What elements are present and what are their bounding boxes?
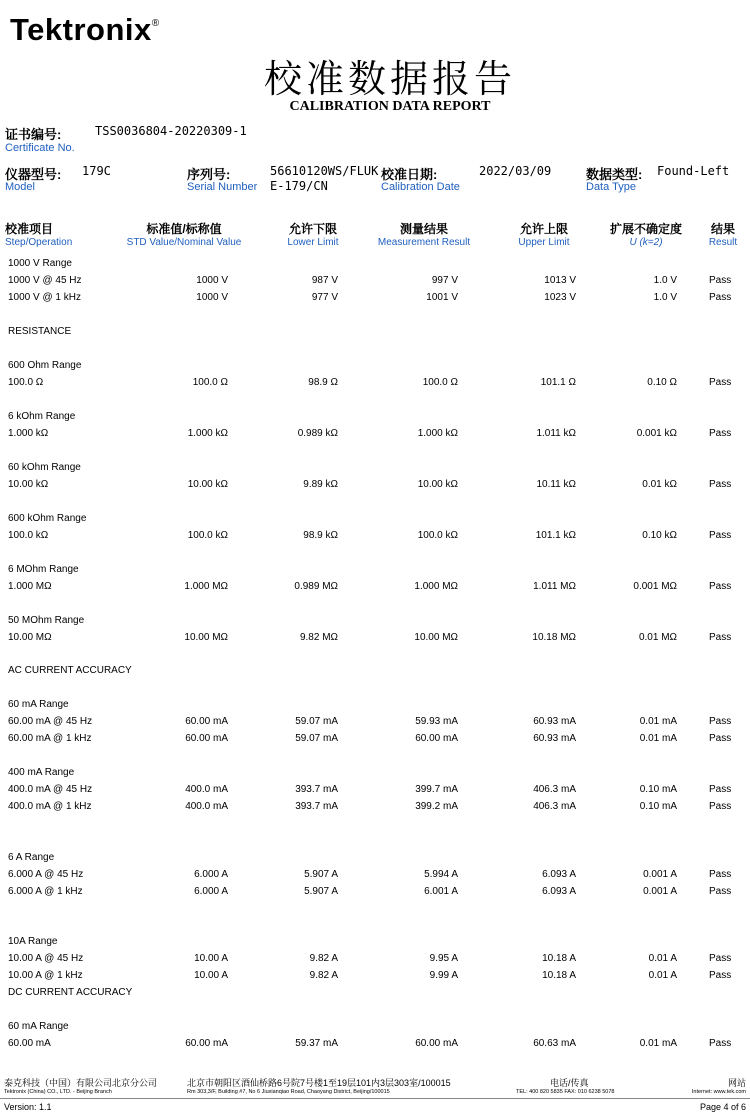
data-type-value: Found-Left — [657, 164, 730, 178]
column-header-result-cn: 结果 — [710, 222, 735, 236]
footer-address-en: Rm 303,3/F, Building #7, No 6 Jiuxianqiao Road, Chaoyang District, Beijing/100015 — [187, 1089, 390, 1095]
footer-web-label: 网站 — [727, 1078, 746, 1088]
measurement-cell: 59.93 mA — [415, 716, 458, 727]
section-label: 50 MOhm Range — [8, 615, 85, 626]
std-value-cell: 6.000 A — [194, 886, 228, 897]
column-header-lower-cn: 允许下限 — [288, 222, 337, 236]
result-cell: Pass — [709, 886, 732, 897]
step-cell: 100.0 kΩ — [8, 530, 49, 541]
footer-page-number: Page 4 of 6 — [699, 1102, 746, 1112]
measurement-cell: 100.0 kΩ — [417, 530, 458, 541]
table-row — [0, 733, 750, 749]
serial-number-line1: 56610120WS/FLUK — [270, 164, 379, 178]
upper-limit-cell: 10.18 A — [542, 970, 576, 981]
std-value-cell: 60.00 mA — [185, 716, 228, 727]
section-label-row — [0, 411, 750, 427]
upper-limit-cell: 10.18 A — [542, 953, 576, 964]
upper-limit-cell: 406.3 mA — [533, 784, 576, 795]
std-value-cell: 1000 V — [196, 292, 228, 303]
table-row — [0, 377, 750, 393]
upper-limit-cell: 1013 V — [544, 275, 576, 286]
table-row — [0, 784, 750, 800]
measurement-cell: 6.001 A — [424, 886, 458, 897]
upper-limit-cell: 10.11 kΩ — [536, 479, 576, 490]
measurement-cell: 1.000 kΩ — [417, 428, 458, 439]
step-cell: 100.0 Ω — [8, 377, 44, 388]
std-value-cell: 400.0 mA — [185, 784, 228, 795]
result-cell: Pass — [709, 428, 732, 439]
uncertainty-cell: 0.10 mA — [639, 801, 677, 812]
measurement-cell: 399.2 mA — [415, 801, 458, 812]
measurement-cell: 5.994 A — [424, 869, 458, 880]
upper-limit-cell: 60.63 mA — [533, 1038, 576, 1049]
column-header-uncertainty-cn: 扩展不确定度 — [609, 222, 682, 236]
measurement-cell: 60.00 mA — [415, 733, 458, 744]
upper-limit-cell: 101.1 kΩ — [535, 530, 576, 541]
column-header-upper-en: Upper Limit — [518, 237, 570, 248]
cal-date-label-en: Calibration Date — [381, 181, 460, 193]
footer-phone-label: 电话/传真 — [550, 1078, 589, 1088]
step-cell: 60.00 mA — [8, 1038, 51, 1049]
result-cell: Pass — [709, 632, 732, 643]
std-value-cell: 1.000 MΩ — [184, 581, 228, 592]
upper-limit-cell: 1.011 kΩ — [536, 428, 576, 439]
uncertainty-cell: 0.01 MΩ — [638, 632, 677, 643]
measurement-cell: 60.00 mA — [415, 1038, 458, 1049]
measurement-cell: 100.0 Ω — [422, 377, 458, 388]
uncertainty-cell: 0.10 kΩ — [642, 530, 677, 541]
uncertainty-cell: 0.01 A — [648, 970, 677, 981]
section-label: AC CURRENT ACCURACY — [8, 665, 132, 676]
column-header-upper-cn: 允许上限 — [519, 222, 568, 236]
cal-date-value: 2022/03/09 — [479, 164, 552, 178]
uncertainty-cell: 0.001 kΩ — [636, 428, 677, 439]
footer-phone-value: TEL: 400 820 5835 FAX: 010 6238 5078 — [516, 1089, 615, 1095]
column-header-measurement-en: Measurement Result — [377, 237, 471, 248]
section-label-row — [0, 852, 750, 868]
upper-limit-cell: 60.93 mA — [533, 733, 576, 744]
column-header-step-en: Step/Operation — [5, 237, 73, 248]
uncertainty-cell: 0.01 mA — [639, 1038, 677, 1049]
report-title-chinese: 校准数据报告 — [263, 57, 516, 101]
section-label-row — [0, 767, 750, 783]
measurement-cell: 10.00 MΩ — [414, 632, 458, 643]
lower-limit-cell: 59.07 mA — [295, 733, 338, 744]
table-row — [0, 632, 750, 648]
step-cell: 400.0 mA @ 45 Hz — [8, 784, 93, 795]
result-cell: Pass — [709, 275, 732, 286]
step-cell: 10.00 MΩ — [8, 632, 52, 643]
measurement-cell: 1.000 MΩ — [414, 581, 458, 592]
upper-limit-cell: 10.18 MΩ — [532, 632, 576, 643]
section-label-row — [0, 987, 750, 1003]
lower-limit-cell: 5.907 A — [304, 886, 338, 897]
table-row — [0, 275, 750, 291]
table-row — [0, 1038, 750, 1054]
upper-limit-cell: 6.093 A — [542, 869, 576, 880]
section-label: 6 kOhm Range — [8, 411, 76, 422]
table-row — [0, 292, 750, 308]
uncertainty-cell: 0.01 mA — [639, 716, 677, 727]
certificate-label-cn: 证书编号: — [5, 127, 62, 142]
brand-name: Tektronix — [10, 12, 152, 47]
step-cell: 1000 V @ 1 kHz — [8, 292, 81, 303]
step-cell: 60.00 mA @ 45 Hz — [8, 716, 93, 727]
lower-limit-cell: 59.37 mA — [295, 1038, 338, 1049]
table-row — [0, 581, 750, 597]
data-type-label-cn: 数据类型: — [586, 167, 643, 182]
cal-date-label-cn: 校准日期: — [381, 167, 438, 182]
section-label-row — [0, 699, 750, 715]
upper-limit-cell: 1023 V — [544, 292, 576, 303]
footer-version: Version: 1.1 — [4, 1102, 52, 1112]
result-cell: Pass — [709, 869, 732, 880]
section-label: 1000 V Range — [8, 258, 72, 269]
registered-mark: ® — [151, 18, 160, 29]
section-label: 60 mA Range — [8, 1021, 69, 1032]
upper-limit-cell: 101.1 Ω — [540, 377, 576, 388]
section-label: 600 Ohm Range — [8, 360, 82, 371]
lower-limit-cell: 977 V — [311, 292, 338, 303]
certificate-number: TSS0036804-20220309-1 — [95, 124, 247, 138]
table-row — [0, 716, 750, 732]
section-label-row — [0, 615, 750, 631]
std-value-cell: 6.000 A — [194, 869, 228, 880]
column-header-std-cn: 标准值/标称值 — [146, 222, 222, 236]
data-type-label-en: Data Type — [586, 181, 636, 193]
model-label-cn: 仪器型号: — [5, 167, 62, 182]
lower-limit-cell: 393.7 mA — [295, 801, 338, 812]
std-value-cell: 100.0 kΩ — [187, 530, 228, 541]
section-label-row — [0, 1021, 750, 1037]
std-value-cell: 100.0 Ω — [192, 377, 228, 388]
result-cell: Pass — [709, 1038, 732, 1049]
upper-limit-cell: 60.93 mA — [533, 716, 576, 727]
tektronix-logo — [10, 12, 160, 48]
result-cell: Pass — [709, 377, 732, 388]
section-label-row — [0, 936, 750, 952]
column-header-uncertainty-en: U (k=2) — [629, 237, 663, 248]
uncertainty-cell: 0.001 A — [643, 869, 677, 880]
step-cell: 60.00 mA @ 1 kHz — [8, 733, 92, 744]
section-label: 60 mA Range — [8, 699, 69, 710]
lower-limit-cell: 98.9 Ω — [308, 377, 338, 388]
column-header-measurement-cn: 测量结果 — [399, 222, 448, 236]
lower-limit-cell: 98.9 kΩ — [303, 530, 338, 541]
section-label: 400 mA Range — [8, 767, 75, 778]
section-label: 10A Range — [8, 936, 58, 947]
std-value-cell: 400.0 mA — [185, 801, 228, 812]
section-label-row — [0, 665, 750, 681]
uncertainty-cell: 0.01 kΩ — [642, 479, 677, 490]
result-cell: Pass — [709, 970, 732, 981]
serial-label-en: Serial Number — [187, 181, 258, 193]
result-cell: Pass — [709, 784, 732, 795]
std-value-cell: 10.00 A — [194, 970, 228, 981]
table-row — [0, 428, 750, 444]
table-row — [0, 530, 750, 546]
serial-number-line2: E-179/CN — [270, 179, 328, 193]
certificate-label-en: Certificate No. — [5, 142, 75, 154]
table-row — [0, 953, 750, 969]
lower-limit-cell: 9.82 A — [309, 953, 338, 964]
step-cell: 10.00 A @ 45 Hz — [8, 953, 84, 964]
column-header-lower-en: Lower Limit — [287, 237, 339, 248]
lower-limit-cell: 0.989 kΩ — [297, 428, 338, 439]
measurement-cell: 997 V — [431, 275, 458, 286]
upper-limit-cell: 6.093 A — [542, 886, 576, 897]
std-value-cell: 10.00 MΩ — [184, 632, 228, 643]
section-label: 6 A Range — [8, 852, 55, 863]
step-cell: 6.000 A @ 1 kHz — [8, 886, 83, 897]
uncertainty-cell: 1.0 V — [653, 292, 677, 303]
result-cell: Pass — [709, 581, 732, 592]
lower-limit-cell: 59.07 mA — [295, 716, 338, 727]
section-label: 6 MOhm Range — [8, 564, 79, 575]
result-cell: Pass — [709, 716, 732, 727]
lower-limit-cell: 9.82 A — [309, 970, 338, 981]
result-cell: Pass — [709, 479, 732, 490]
uncertainty-cell: 0.10 Ω — [647, 377, 677, 388]
section-label-row — [0, 326, 750, 342]
measurement-cell: 399.7 mA — [415, 784, 458, 795]
std-value-cell: 1.000 kΩ — [187, 428, 228, 439]
std-value-cell: 10.00 kΩ — [187, 479, 228, 490]
section-label-row — [0, 462, 750, 478]
result-cell: Pass — [709, 292, 732, 303]
section-label-row — [0, 360, 750, 376]
section-label-row — [0, 564, 750, 580]
step-cell: 6.000 A @ 45 Hz — [8, 869, 84, 880]
uncertainty-cell: 0.01 A — [648, 953, 677, 964]
std-value-cell: 60.00 mA — [185, 1038, 228, 1049]
footer-address-cn: 北京市朝阳区酒仙桥路6号院7号楼1至19层101内3层303室/100015 — [187, 1078, 451, 1088]
table-row — [0, 479, 750, 495]
uncertainty-cell: 1.0 V — [653, 275, 677, 286]
measurement-cell: 9.95 A — [429, 953, 458, 964]
section-label: RESISTANCE — [8, 326, 72, 337]
footer-company-cn: 泰克科技（中国）有限公司北京分公司 — [4, 1078, 158, 1088]
lower-limit-cell: 9.82 MΩ — [299, 632, 338, 643]
lower-limit-cell: 9.89 kΩ — [303, 479, 338, 490]
uncertainty-cell: 0.001 MΩ — [633, 581, 677, 592]
step-cell: 400.0 mA @ 1 kHz — [8, 801, 92, 812]
column-header-result-en: Result — [708, 237, 738, 248]
step-cell: 10.00 kΩ — [8, 479, 49, 490]
footer-company-en: Tektronix (China) CO., LTD. - Beijing Branch — [4, 1089, 112, 1095]
uncertainty-cell: 0.10 mA — [639, 784, 677, 795]
measurement-cell: 1001 V — [426, 292, 458, 303]
step-cell: 1000 V @ 45 Hz — [8, 275, 82, 286]
result-cell: Pass — [709, 733, 732, 744]
step-cell: 1.000 MΩ — [8, 581, 52, 592]
lower-limit-cell: 393.7 mA — [295, 784, 338, 795]
std-value-cell: 1000 V — [196, 275, 228, 286]
footer-divider — [0, 1098, 750, 1099]
model-value: 179C — [82, 164, 111, 178]
section-label-row — [0, 513, 750, 529]
upper-limit-cell: 406.3 mA — [533, 801, 576, 812]
section-label: 60 kOhm Range — [8, 462, 81, 473]
upper-limit-cell: 1.011 MΩ — [533, 581, 576, 592]
result-cell: Pass — [709, 953, 732, 964]
lower-limit-cell: 987 V — [311, 275, 338, 286]
result-cell: Pass — [709, 530, 732, 541]
measurement-cell: 9.99 A — [429, 970, 458, 981]
footer-web-value: Internet: www.tek.com — [691, 1089, 746, 1095]
table-row — [0, 970, 750, 986]
column-header-step-cn: 校准项目 — [5, 222, 54, 236]
step-cell: 1.000 kΩ — [8, 428, 49, 439]
table-row — [0, 869, 750, 885]
step-cell: 10.00 A @ 1 kHz — [8, 970, 83, 981]
measurement-cell: 10.00 kΩ — [417, 479, 458, 490]
column-header-std-en: STD Value/Nominal Value — [126, 237, 242, 248]
table-row — [0, 886, 750, 902]
uncertainty-cell: 0.001 A — [643, 886, 677, 897]
lower-limit-cell: 0.989 MΩ — [294, 581, 338, 592]
section-label-row — [0, 258, 750, 274]
std-value-cell: 60.00 mA — [185, 733, 228, 744]
std-value-cell: 10.00 A — [194, 953, 228, 964]
section-label: 600 kOhm Range — [8, 513, 87, 524]
uncertainty-cell: 0.01 mA — [639, 733, 677, 744]
section-label: DC CURRENT ACCURACY — [8, 987, 133, 998]
table-row — [0, 801, 750, 817]
model-label-en: Model — [5, 181, 35, 193]
lower-limit-cell: 5.907 A — [304, 869, 338, 880]
report-title-english: CALIBRATION DATA REPORT — [289, 99, 491, 114]
serial-label-cn: 序列号: — [187, 167, 231, 182]
result-cell: Pass — [709, 801, 732, 812]
